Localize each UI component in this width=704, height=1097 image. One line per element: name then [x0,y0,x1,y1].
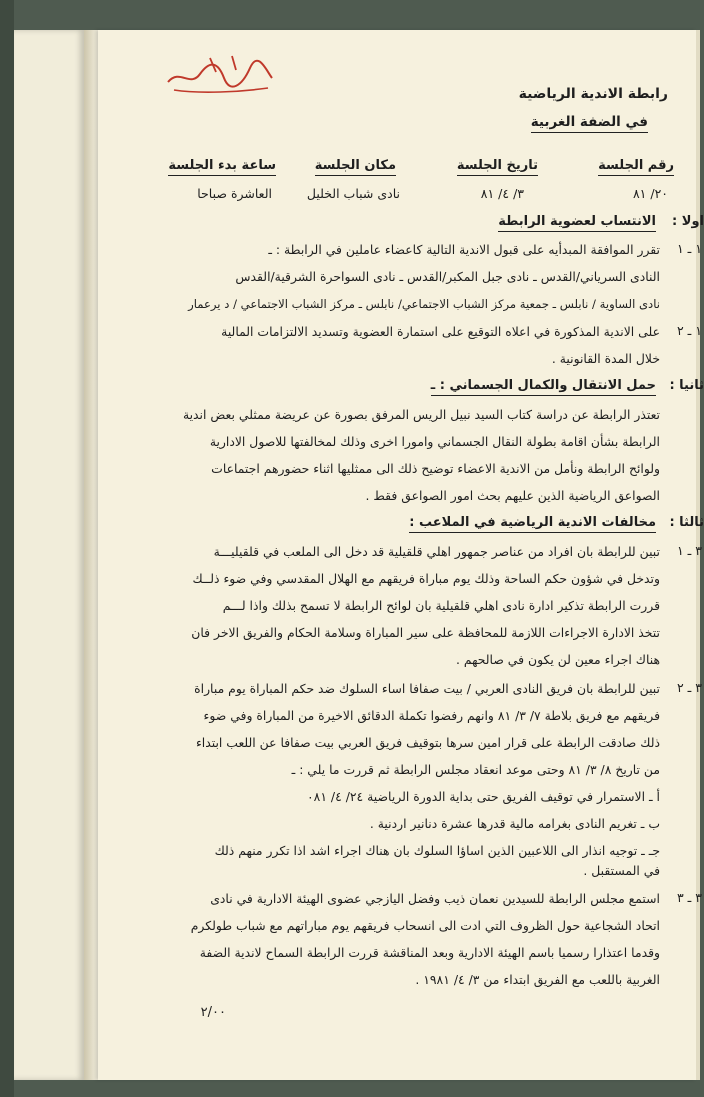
page-number: ٢/٠٠ [200,1005,226,1020]
meeting-time-value: العاشرة صباحا [197,186,272,201]
item-1-1-line: تقرر الموافقة المبدأيه على قبول الاندية التالية كاعضاء عاملين في الرابطة : ـ [268,242,660,257]
item-3-2-line: ذلك صادقت الرابطة على قرار امين سرها بتوقيف فريق العربي بيت صفافا عن اللعب ابتداء [195,735,660,750]
item-3-1-line: وتدخل في شؤون حكم الساحة وذلك يوم مباراة فريقهم مع الهلال المقدسي وفي ضوء ذلــك [192,571,660,586]
item-3-2-number: ٣ ـ ٢ [676,680,702,695]
item-1-2-line: على الاندية المذكورة في اعلاه التوقيع على استمارة العضوية وتسديد الالتزامات المالية [221,324,660,339]
section-3-title: مخالفات الاندية الرياضية في الملاعب : [409,515,656,533]
handwritten-signature-note [160,48,280,98]
section-2-title: حمل الانتقال والكمال الجسماني : ـ [431,378,656,396]
binder-spine [0,0,14,1097]
item-3-1-line: تتخذ الادارة الاجراءات اللازمة للمحافظة على سير المباراة وسلامة الحكام والفريق الاخر فان [191,625,660,640]
section-2-line: الصواعق الرياضية الذين عليهم بحث امور الصواعق فقط . [365,488,660,503]
meeting-date-value: ٣/ ٤/ ٨١ [480,186,524,201]
item-3-2-line: من تاريخ ٨/ ٣/ ٨١ وحتى موعد انعقاد مجلس الرابطة ثم قررت ما يلي : ـ [291,762,660,777]
section-1-title: الانتساب لعضوية الرابطة [498,214,656,232]
item-1-1-number: ١ ـ ١ [676,241,702,256]
org-name: رابطة الاندية الرياضية [518,86,668,102]
item-3-1-line: قررت الرابطة تذكير ادارة نادى اهلي قلقيلية بان لوائح الرابطة لا تسمح بذلك واذا لـــم [222,598,660,613]
item-1-1-line: نادى الساوية / نابلس ـ جمعية مركز الشباب الاجتماعي/ نابلس ـ مركز الشباب الاجتماعي / د يرعمار [188,297,660,311]
org-region: في الضفة الغربية [531,114,648,133]
meeting-number-header: رقم الجلسة [598,158,674,176]
item-3-3-number: ٣ ـ ٣ [676,890,702,905]
item-1-2-line: خلال المدة القانونية . [551,351,660,366]
item-3-2-line: تبين للرابطة بان فريق النادى العربي / بيت صفافا اساء السلوك ضد حكم المباراة يوم مباراة [194,681,660,696]
document-body [98,30,704,1080]
section-2-marker: ثانيا : [669,378,704,393]
item-3-2-subitem: جـ ـ توجيه انذار الى اللاعبين الذين اساؤا السلوك بان هناك اجراء اشد اذا تكرر منهم ذلك [214,843,660,858]
item-3-3-line: اتحاد الشجاعية حول الظروف التي ادت الى انسحاب فريقهم يوم مباراتهم مع شباب طولكرم [190,918,660,933]
page-fold [84,30,98,1080]
item-3-3-line: استمع مجلس الرابطة للسيدين نعمان ذيب وفضل اليازجي عضوى الهيئة الادارية في نادى [210,891,660,906]
item-3-1-line: هناك اجراء معين لن يكون في صالحهم . [455,652,660,667]
item-3-3-line: الغربية باللعب مع الفريق ابتداء من ٣/ ٤/ ١٩٨١ . [415,972,660,987]
item-3-2-subitem: في المستقبل . [583,863,660,878]
section-2-line: الرابطة بشأن اقامة بطولة النقال الجسماني وامورا اخرى وذلك لمخالفتها للاصول الادارية [209,434,660,449]
section-1-marker: اولا : [672,214,704,229]
meeting-time-header: ساعة بدء الجلسة [168,158,276,176]
meeting-date-header: تاريخ الجلسة [457,158,538,176]
section-2-line: تعتذر الرابطة عن دراسة كتاب السيد نبيل الريس المرفق بصورة عن عريضة ممثلي بعض اندية [182,407,660,422]
meeting-place-header: مكان الجلسة [315,158,396,176]
meeting-number-value: ٢٠/ ٨١ [632,186,668,201]
section-2-line: ولوائح الرابطة ونأمل من الاندية الاعضاء توضيح ذلك الى ممثليها اثناء حضورهم اجتماعات [211,461,660,476]
item-3-2-subitem: ب ـ تغريم النادى بغرامه مالية قدرها عشرة دنانير اردنية . [369,816,660,831]
meeting-place-value: نادى شباب الخليل [306,186,400,201]
item-3-2-line: فريقهم مع فريق بلاطة ٧/ ٣/ ٨١ وانهم رفضوا تكملة الدقائق الاخيرة من المباراة وفي ضوء [203,708,660,723]
item-1-1-line: النادى السرياني/القدس ـ نادى جبل المكبر/القدس ـ نادى السواحرة الشرقية/القدس [235,269,660,284]
section-3-marker: ثالثا : [669,515,704,530]
item-1-2-number: ١ ـ ٢ [676,323,702,338]
item-3-1-number: ٣ ـ ١ [676,543,702,558]
item-3-3-line: وقدما اعتذارا رسميا باسم الهيئة الادارية وبعد المناقشة قررت الرابطة السماح لاندية الضفة [199,945,660,960]
item-3-2-subitem: أ ـ الاستمرار في توقيف الفريق حتى بداية الدورة الرياضية ٢٤/ ٤/ ٠٨١ [307,789,660,804]
facing-page [14,30,84,1080]
item-3-1-line: تبين للرابطة بان افراد من عناصر جمهور اهلي قلقيلية قد دخل الى الملعب في قلقيليـــة [213,544,660,559]
